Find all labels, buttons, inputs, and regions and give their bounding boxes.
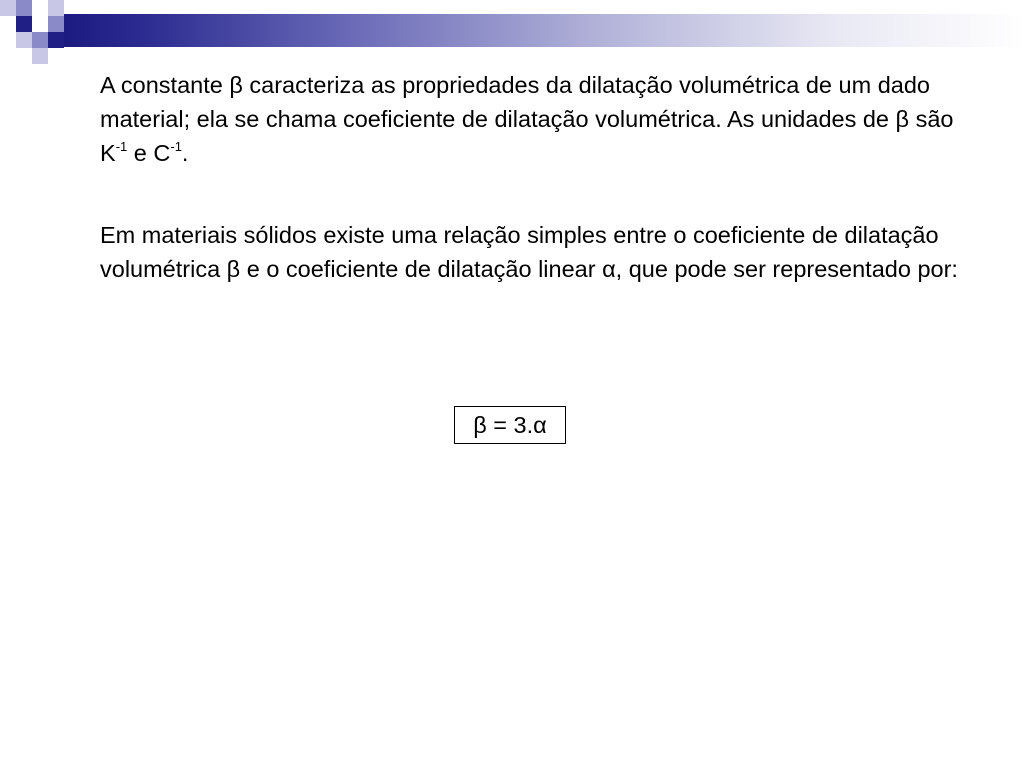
paragraph1-text-b: e C xyxy=(127,140,171,166)
paragraph-relation: Em materiais sólidos existe uma relação simples entre o coeficiente de dilatação volumétrica β e o coeficiente de dilatação linear α, que pode ser representado por: xyxy=(100,222,958,282)
formula-box: β = 3.α xyxy=(454,406,566,444)
unit-c-exponent: -1 xyxy=(170,139,182,155)
paragraph1-text-c: . xyxy=(181,140,189,166)
header-gradient-bar xyxy=(62,14,1024,47)
unit-k-exponent: -1 xyxy=(115,139,128,155)
paragraph1-text-a: A constante β caracteriza as propriedades da dilatação volumétrica de um dado material; ela se chama coeficiente de dilatação volumétrica. As unidades de β são K xyxy=(100,72,954,166)
paragraph-beta-definition xyxy=(100,68,980,170)
